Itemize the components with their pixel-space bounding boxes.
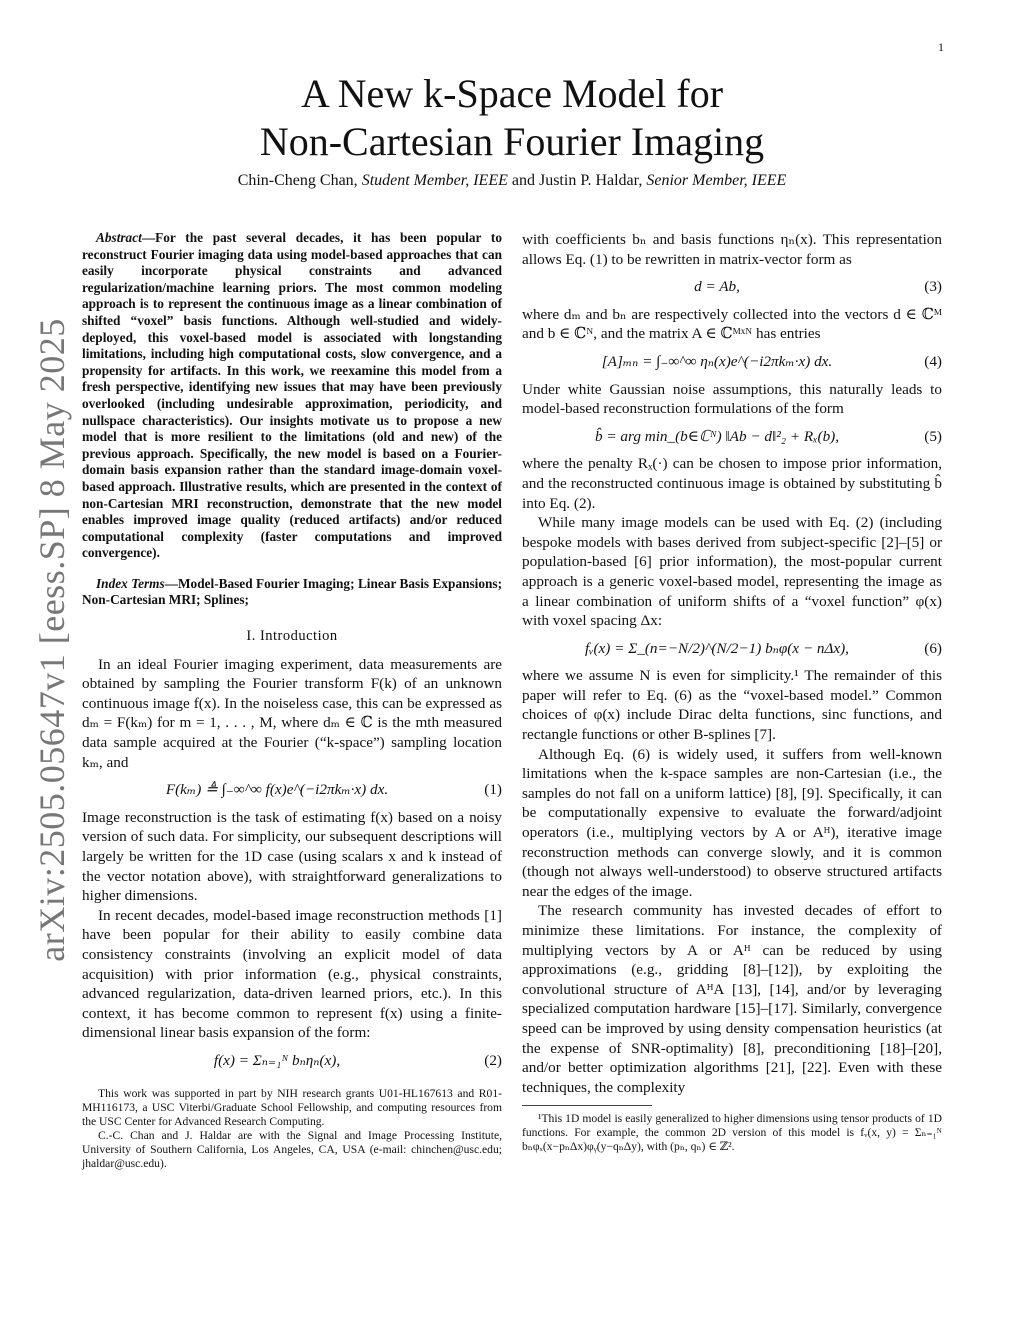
title-line-2: Non-Cartesian Fourier Imaging (259, 119, 765, 164)
equation-4 (522, 352, 942, 372)
equation-number: (2) (484, 1051, 502, 1069)
equation-5 (522, 427, 942, 447)
footnote-affiliation: C.-C. Chan and J. Haldar are with the Signal and Image Processing Institute, University of Southern California, Los Angeles, CA, USA (e-mail: chinchen@usc.edu; jhaldar@usc.edu). (82, 1128, 502, 1170)
equation-3 (522, 277, 942, 297)
equation-1 (82, 780, 502, 800)
equation-body: [A]ₘₙ = ∫₋∞^∞ ηₙ(x)e^(−i2πkₘ·x) dx. (601, 352, 833, 370)
paragraph: The research community has invested decades of effort to minimize these limitations. For instance, the complexity of multiplying vectors by A or Aᴴ can be reduced by using approximations (e.g., gridding [8]–[12]), by exploiting the convolutional structure of AᴴA [13], [14], and/or by leveraging specialized computation hardware [15]–[17]. Similarly, convergence speed can be improved by using density compensation heuristics (at the expense of SNR-optimality) [8], preconditioning [18]–[20], and/or better optimization algorithms [21], [22]. Even with these techniques, the complexity (522, 902, 942, 1096)
paragraph: Although Eq. (6) is widely used, it suffers from well-known limitations when the k-space samples are non-Cartesian (i.e., the samples do not fall on a uniform lattice) [8], [9]. Specifically, it can be computationally expensive to evaluate the forward/adjoint operators (i.e., multiplying vectors by A or Aᴴ), iterative image reconstruction methods can converge slowly, and it is common (though not always well-understood) to observe structured artifacts near the edges of the image. (522, 745, 942, 900)
footnote-1: ¹This 1D model is easily generalized to higher dimensions using tensor products of 1D functions. For example, the common 2D version of this model is fᵥ(x, y) = Σₙ₌₁ᴺ bₙφₓ(x−pₙΔx)φᵧ(y−qₙΔy), with (pₙ, qₙ) ∈ ℤ². (522, 1112, 942, 1154)
arxiv-id: arXiv:2505.05647v1 [eess.SP] 8 May 2025 (32, 318, 72, 962)
abstract-text: —For the past several decades, it has been popular to reconstruct Fourier imaging data using model-based approaches that can easily incorporate physical constraints and advanced regularization/machine learning priors. The most common modeling approach is to represent the continuous image as a linear combination of shifted “voxel” basis functions. Although well-studied and widely-deployed, this voxel-based model is associated with longstanding limitations, including high computational costs, slow convergence, and a propensity for artifacts. In this work, we reexamine this model from a fresh perspective, identifying new issues that may have been previously overlooked (including undesirable approximation, periodicity, and nullspace characteristics). Our insights motivate us to propose a new model that is more resilient to the limitations (old and new) of the previous approach. Specifically, the new model is based on a Fourier-domain basis expansion rather than the standard image-domain voxel-based approach. Illustrative results, which are presented in the context of non-Cartesian MRI reconstruction, demonstrate that the new model enables improved image quality (reduced artifacts) and/or reduced computational complexity (faster computations and improved convergence). (82, 230, 502, 561)
paragraph: where dₘ and bₙ are respectively collected into the vectors d ∈ ℂᴹ and b ∈ ℂᴺ, and the matrix A ∈ ℂᴹˣᴺ has entries (522, 305, 942, 343)
paragraph: with coefficients bₙ and basis functions ηₙ(x). This representation allows Eq. (1) to be rewritten in matrix-vector form as (522, 231, 942, 268)
equation-body: fᵥ(x) = Σ_(n=−N/2)^(N/2−1) bₙφ(x − nΔx), (585, 639, 849, 657)
equation-body: F(kₘ) ≜ ∫₋∞^∞ f(x)e^(−i2πkₘ·x) dx. (165, 781, 389, 799)
equation-number: (3) (924, 278, 942, 296)
author-1-role: Student Member, IEEE (361, 172, 508, 189)
index-terms (82, 576, 502, 609)
equation-number: (4) (924, 352, 942, 370)
author-2-role: Senior Member, IEEE (646, 172, 787, 189)
equation-body: d = Ab, (694, 278, 740, 296)
title-line-1: A New k-Space Model for (300, 71, 724, 116)
index-terms-text: —Model-Based Fourier Imaging; Linear Basis Expansions; Non-Cartesian MRI; Splines; (82, 575, 503, 608)
author-2: and Justin P. Haldar, (507, 172, 643, 189)
paragraph: Image reconstruction is the task of estimating f(x) based on a noisy version of such data. For simplicity, our subsequent descriptions will largely be written for the 1D case (using scalars x and k instead of the vector notation above), with straightforward generalizations to higher dimensions. (82, 808, 502, 905)
footnote-funding: This work was supported in part by NIH research grants U01-HL167613 and R01-MH116173, a USC Viterbi/Graduate School Fellowship, and computing resources from the USC Center for Advanced Research Computing. (82, 1086, 502, 1128)
footnote-rule (522, 1105, 652, 1106)
index-terms-label: Index Terms (96, 575, 165, 591)
equation-6 (522, 639, 942, 659)
abstract-label: Abstract (96, 230, 142, 245)
paragraph: where we assume N is even for simplicity.¹ The remainder of this paper will refer to Eq. (6) as the “voxel-based model.” Common choices of φ(x) include Dirac delta functions, sinc functions, and rectangle functions or other B-splines [7]. (522, 667, 942, 744)
right-column (522, 230, 942, 1154)
author-1: Chin-Cheng Chan, (237, 172, 358, 189)
equation-body: b̂ = arg min_(b∈ℂᴺ) ‖Ab − d‖²₂ + Rₓ(b), (594, 427, 840, 445)
equation-body: f(x) = Σₙ₌₁ᴺ bₙηₙ(x), (213, 1051, 341, 1069)
paragraph: Under white Gaussian noise assumptions, this naturally leads to model-based reconstruction formulations of the form (522, 380, 942, 418)
abstract (82, 230, 502, 562)
paragraph: In recent decades, model-based image reconstruction methods [1] have been popular for their ability to easily combine data consistency constraints (involving an explicit model of data acquisition) with prior information (e.g., physical constraints, advanced regularization, data-driven learned priors, etc.). In this context, it has become common to represent f(x) using a finite-dimensional linear basis expansion of the form: (82, 906, 502, 1042)
paragraph: While many image models can be used with Eq. (2) (including bespoke models with bases derived from subject-specific [2]–[5] or population-based [6] prior information), the most-popular current approach is a generic voxel-based model, representing the image as a linear combination of uniform shifts of a “voxel function” φ(x) with voxel spacing Δx: (522, 514, 942, 630)
equation-2 (82, 1051, 502, 1071)
paragraph: In an ideal Fourier imaging experiment, data measurements are obtained by sampling the Fourier transform F(k) of an unknown continuous image f(x). In the noiseless case, this can be expressed as dₘ = F(kₘ) for m = 1, . . . , M, where dₘ ∈ ℂ is the mth measured data sample acquired at the Fourier (“k-space”) sampling location kₘ, and (82, 655, 502, 771)
paper-title (0, 70, 1024, 166)
equation-number: (5) (924, 427, 942, 445)
author-line (0, 172, 1024, 190)
equation-number: (6) (924, 639, 942, 657)
section-heading: I. Introduction (246, 628, 338, 645)
paragraph: where the penalty Rₓ(·) can be chosen to impose prior information, and the reconstructed continuous image is obtained by substituting b̂ into Eq. (2). (522, 455, 942, 512)
page-number: 1 (938, 40, 944, 54)
equation-number: (1) (484, 781, 502, 799)
arxiv-watermark (22, 320, 82, 960)
left-column (82, 230, 502, 1171)
